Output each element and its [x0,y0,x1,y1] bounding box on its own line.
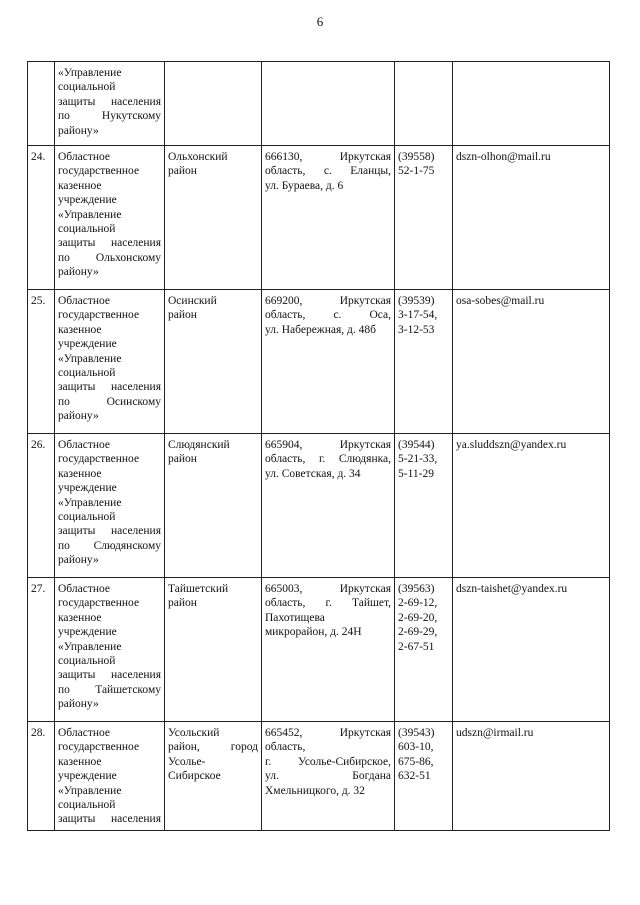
address-cell [262,722,395,831]
org-text [58,438,161,568]
org-line: «Управление [58,352,122,365]
phone-cell [395,722,453,831]
district-line: Усольский [168,727,220,739]
address-line: область, с. Еланцы, [265,165,391,178]
email-cell [453,62,610,146]
address-line: область, г. Слюдянка, [265,453,391,466]
address-line: ул. Советская, д. 34 [265,467,361,480]
row-number-cell [28,722,55,831]
org-line: защиты населения [58,669,161,682]
phone-line: 632-51 [398,770,431,783]
institutions-table [27,61,610,831]
email-address: ya.sluddszn@yandex.ru [456,439,567,451]
address-line: 665904, Иркутская [265,439,391,451]
org-line: казенное [58,611,102,624]
organization-cell [55,290,165,434]
address-line: 669200, Иркутская [265,295,391,307]
phone-cell [395,434,453,578]
org-line: социальной [58,367,116,380]
organization-cell [55,578,165,722]
row-number: 25. [31,295,46,307]
phone-line: (39544) [398,439,435,451]
organization-cell [55,722,165,831]
org-text [58,294,161,424]
district-line: Ольхонский [168,151,228,163]
organization-cell [55,146,165,290]
phone-line: (39563) [398,583,435,595]
org-line: государственное [58,453,140,466]
org-line: защиты населения [58,237,161,250]
org-line: государственное [58,597,140,610]
address-cell [262,578,395,722]
email-address: udszn@irmail.ru [456,727,534,739]
address-line: ул. Набережная, д. 48б [265,323,376,336]
org-line: социальной [58,223,116,236]
email-cell [453,146,610,290]
address-line: г. Усолье-Сибирское, [265,755,391,768]
org-line: защиты населения [58,95,161,108]
phone-cell [395,290,453,434]
page-number: 6 [316,14,324,29]
email-cell [453,722,610,831]
address-line: область, г. Тайшет, [265,597,391,610]
table-row [28,146,610,290]
org-line: району» [58,554,99,567]
org-line: по Ольхонскому [58,251,161,264]
address-line: область, [265,741,306,754]
org-line: социальной [58,511,116,524]
org-line: «Управление [58,208,122,221]
org-line: учреждение [58,770,117,783]
address-cell [262,146,395,290]
address-text [265,294,391,337]
table-row [28,722,610,831]
address-cell [262,62,395,146]
org-line: Областное [58,439,110,451]
org-line: Областное [58,727,110,739]
district-text [168,582,258,611]
org-line: по Тайшетскому [58,683,161,696]
org-line: учреждение [58,194,117,207]
table-row [28,578,610,722]
district-text [168,150,258,179]
org-line: казенное [58,755,102,768]
district-line: район [168,453,197,466]
email-cell [453,578,610,722]
email-cell [453,434,610,578]
email-cell [453,290,610,434]
district-text [168,726,258,784]
org-line: «Управление [58,640,122,653]
phone-line: 3-12-53 [398,323,435,336]
phone-line: 2-67-51 [398,640,435,653]
email-address: osa-sobes@mail.ru [456,295,545,307]
org-line: району» [58,266,99,279]
table-row [28,434,610,578]
email-address: dszn-taishet@yandex.ru [456,583,568,595]
address-line: Пахотищева [265,611,325,624]
phone-line: 52-1-75 [398,165,435,178]
phone-line: 2-69-20, [398,611,438,624]
org-line: казенное [58,179,102,192]
district-cell [165,290,262,434]
org-line: району» [58,124,99,137]
org-line: району» [58,698,99,711]
row-number-cell [28,434,55,578]
org-line: Областное [58,583,110,595]
org-line: учреждение [58,626,117,639]
org-line: защиты населения [58,813,161,826]
row-number: 27. [31,583,46,595]
email-address: dszn-olhon@mail.ru [456,151,551,163]
district-line: район, город [168,741,258,754]
district-line: Усолье- [168,755,206,768]
row-number-cell [28,290,55,434]
org-text [58,66,161,138]
phone-line: 603-10, [398,741,434,754]
org-line: государственное [58,741,140,754]
org-line: казенное [58,323,102,336]
phone-line: 2-69-29, [398,626,438,639]
address-line: ул. Бураева, д. 6 [265,179,344,192]
address-line: Хмельницкого, д. 32 [265,784,365,797]
org-text [58,582,161,712]
row-number: 28. [31,727,46,739]
district-text [168,294,258,323]
org-line: защиты населения [58,525,161,538]
row-number: 26. [31,439,46,451]
district-line: Сибирское [168,770,221,783]
district-cell [165,62,262,146]
table-row [28,62,610,146]
phone-line: (39539) [398,295,435,307]
district-line: Осинский [168,295,217,307]
row-number-cell [28,62,55,146]
org-line: «Управление [58,496,122,509]
phone-line: 2-69-12, [398,597,438,610]
district-cell [165,146,262,290]
org-line: учреждение [58,338,117,351]
row-number-cell [28,578,55,722]
address-line: 666130, Иркутская [265,151,391,163]
org-text [58,150,161,280]
phone-cell [395,578,453,722]
org-text [58,726,161,827]
org-line: по Слюдянскому [58,539,161,552]
district-line: район [168,165,197,178]
address-cell [262,290,395,434]
organization-cell [55,434,165,578]
phone-cell [395,146,453,290]
address-line: микрорайон, д. 24Н [265,626,362,639]
address-text [265,150,391,193]
org-line: социальной [58,655,116,668]
org-line: социальной [58,799,116,812]
org-line: учреждение [58,482,117,495]
address-text [265,726,391,798]
organization-cell [55,62,165,146]
org-line: Областное [58,295,110,307]
address-line: 665003, Иркутская [265,583,391,595]
org-line: Областное [58,151,110,163]
district-line: Тайшетский [168,583,229,595]
district-line: район [168,309,197,322]
district-line: район [168,597,197,610]
address-line: область, с. Оса, [265,309,391,322]
table-row [28,290,610,434]
phone-line: 5-11-29 [398,467,434,480]
district-cell [165,578,262,722]
org-line: «Управление [58,784,122,797]
row-number-cell [28,146,55,290]
org-line: по Осинскому [58,395,161,408]
phone-line: 3-17-54, [398,309,438,322]
district-cell [165,434,262,578]
phone-line: 675-86, [398,755,434,768]
phone-line: (39558) [398,151,435,163]
row-number: 24. [31,151,46,163]
address-text [265,438,391,481]
org-line: защиты населения [58,381,161,394]
address-text [265,582,391,640]
org-line: казенное [58,467,102,480]
phone-line: (39543) [398,727,435,739]
org-line: социальной [58,81,116,94]
org-line: по Нукутскому [58,110,161,123]
address-line: ул. Богдана [265,770,391,783]
org-line: государственное [58,165,140,178]
address-cell [262,434,395,578]
org-line: государственное [58,309,140,322]
org-line: району» [58,410,99,423]
address-line: 665452, Иркутская [265,727,391,739]
district-text [168,438,258,467]
phone-line: 5-21-33, [398,453,438,466]
phone-cell [395,62,453,146]
district-line: Слюдянский [168,439,230,451]
org-line: «Управление [58,67,122,79]
district-cell [165,722,262,831]
